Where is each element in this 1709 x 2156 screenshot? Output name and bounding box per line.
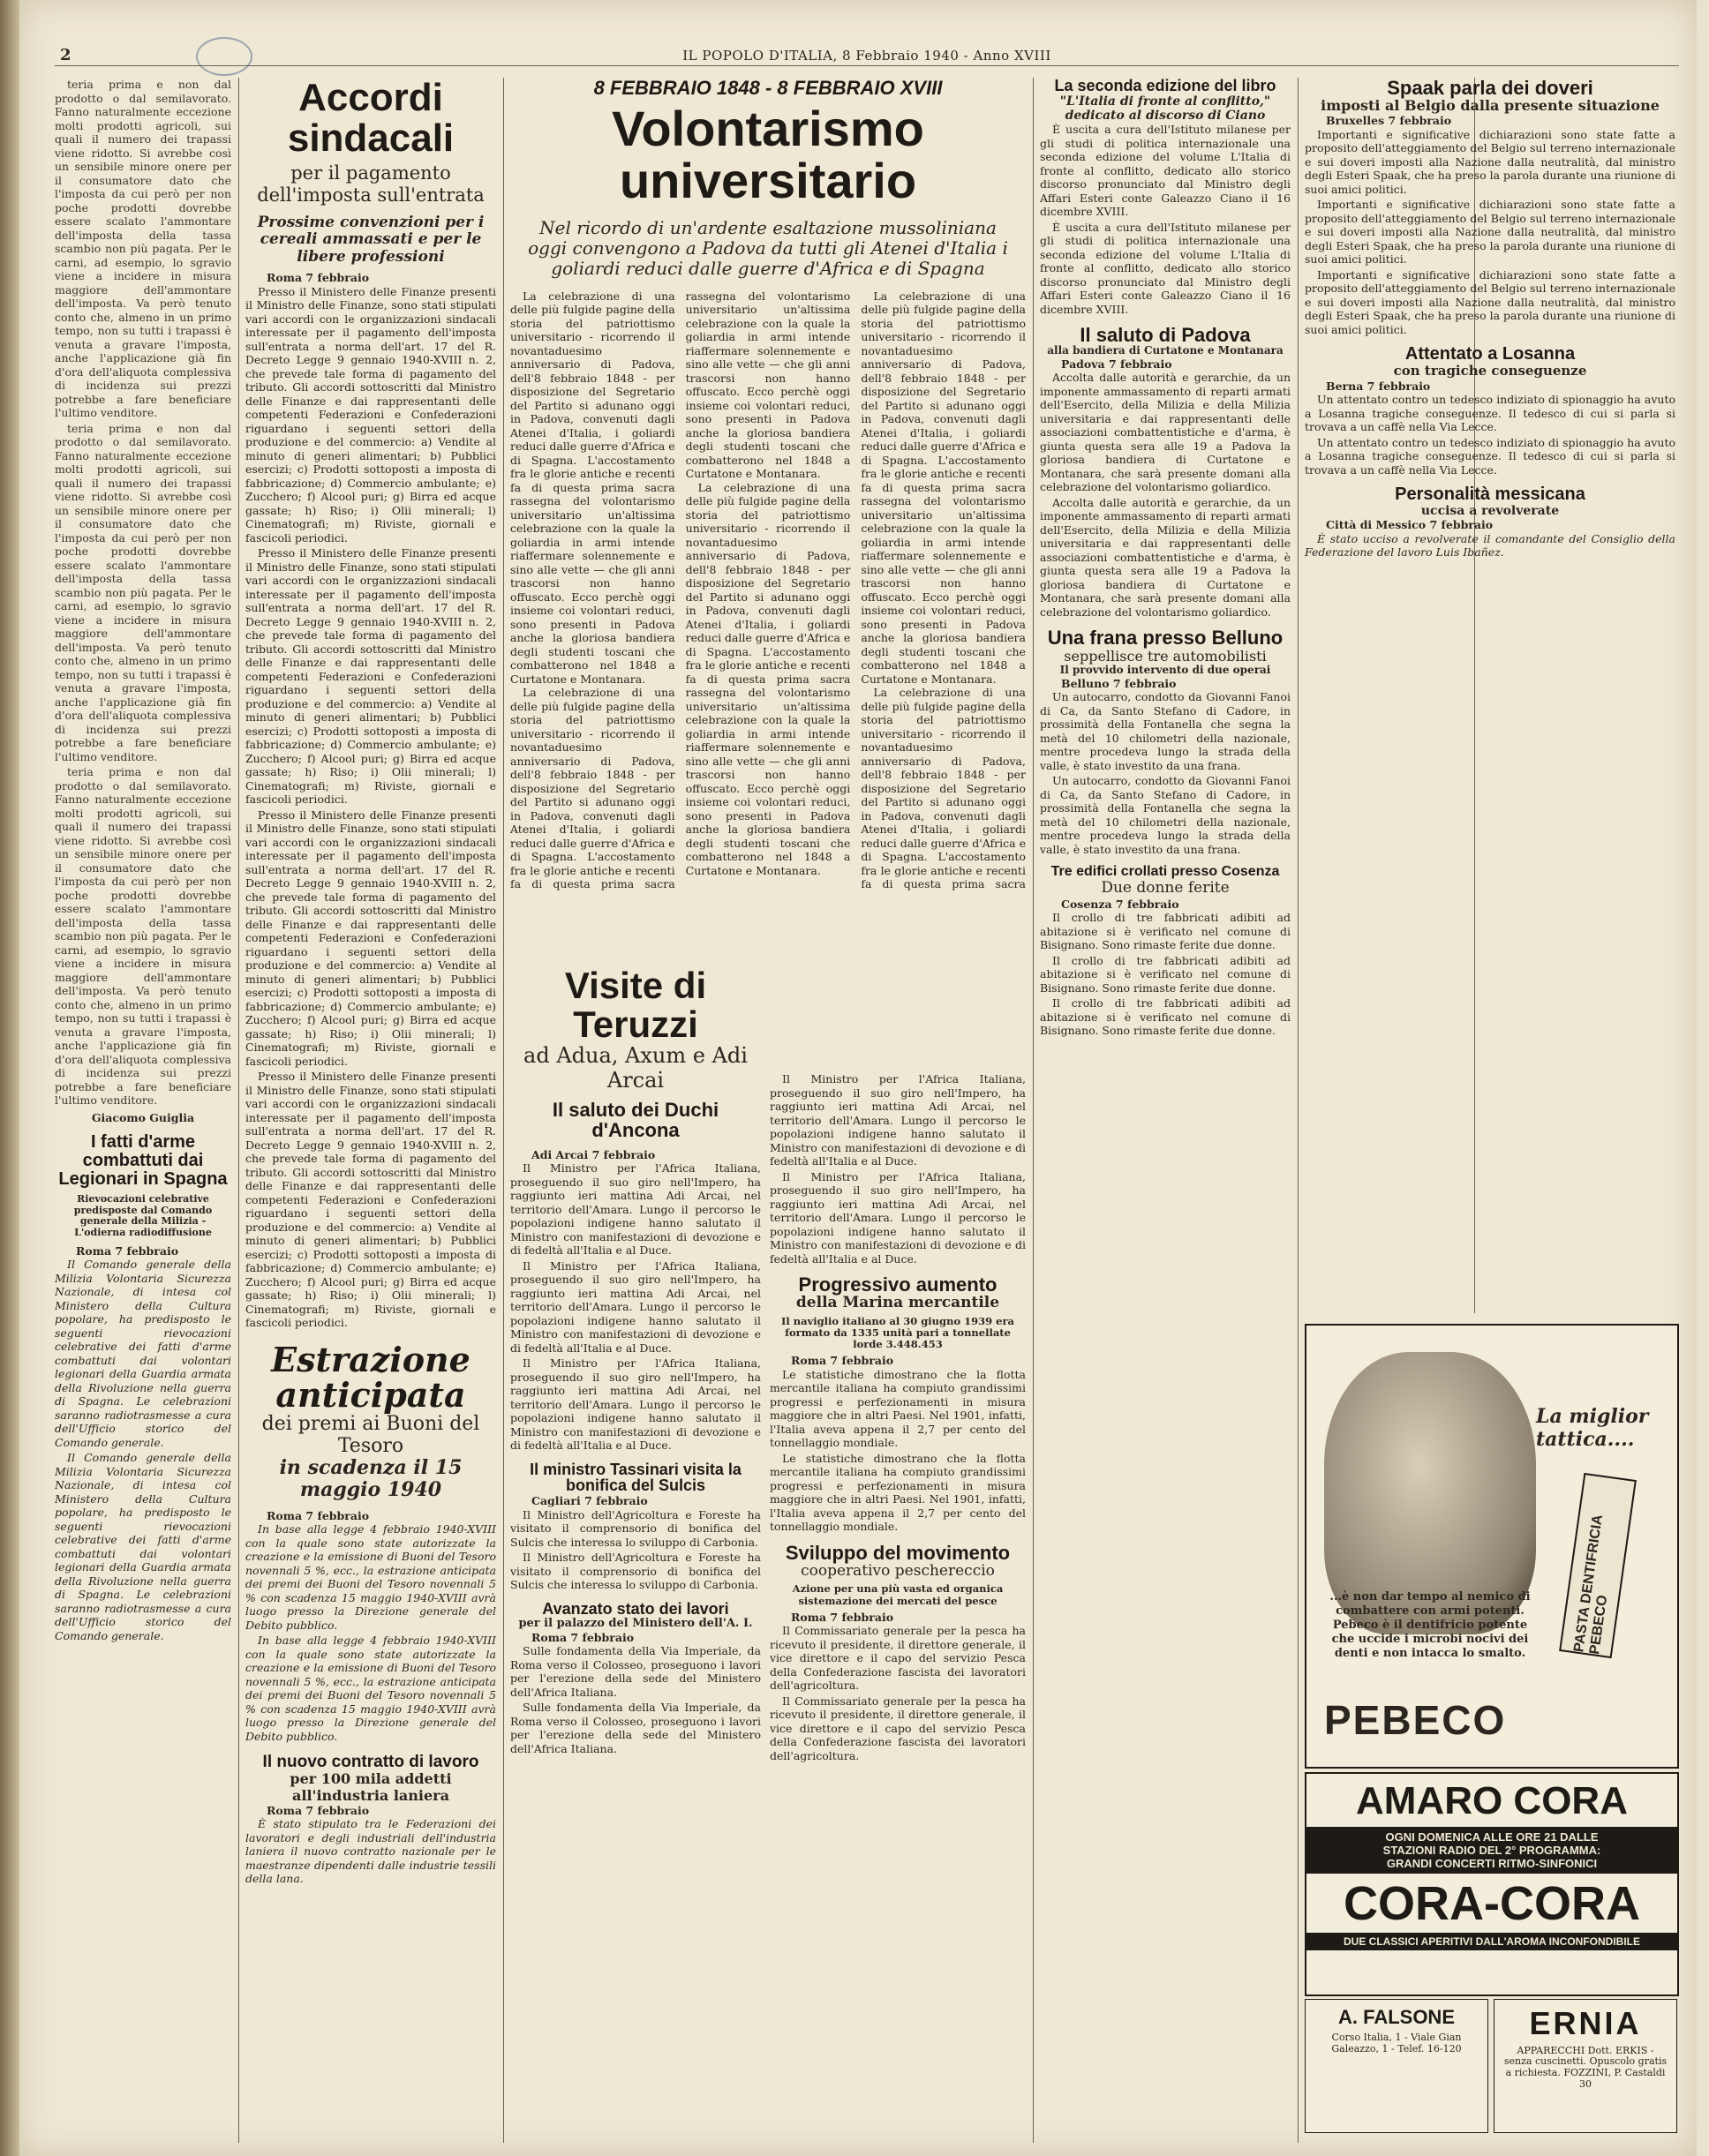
article-subhead: uccisa a revolverate <box>1420 504 1560 519</box>
article-text: Il Ministro dell'Agricoltura e Foreste ha visitato il comprensorio di bonifica del Sulcis che interessa lo sviluppo di Carbonia. <box>510 1551 761 1592</box>
article-subhead: alla bandiera di Curtatone e Montanara <box>1047 344 1284 357</box>
article-text: In base alla legge 4 febbraio 1940-XVIII con la quale sono state autorizzate la creazione e la emissione di Buoni del Tesoro novennali 5 %, ecc., la estrazione anticipata dei premi dei Buoni del Tesoro novennali 5 % con scadenza 15 maggio 1940-XVIII avrà luogo presso la Direzione generale del Debito pubblico. <box>245 1522 496 1632</box>
author-signature: Giacomo Guiglia <box>91 1110 195 1124</box>
article-text: Il Comando generale della Milizia Volontaria Sicurezza Nazionale, di intesa col Ministero della Cultura popolare, ha predisposto le seguenti rievocazioni celebrative dei fatti d'arme combattuti dai volontari legionari della Guardia armata della Rivoluzione nella guerra di Spagna. Le celebrazioni saranno radiotrasmesse a cura dell'Ufficio storico del Comando generale. <box>55 1258 231 1449</box>
column-rule <box>238 78 239 2143</box>
article-subhead: per 100 mila addetti all'industria laniera <box>290 1770 452 1804</box>
dateline: Cagliari 7 febbraio <box>531 1494 648 1508</box>
article-text: teria prima e non dal prodotto o dal semilavorato. Fanno naturalmente eccezione molti prodotti agricoli, sui quali il numero dei trapassi viene ridotto. Si avrebbe così un sensibile minore onere per il consumatore dato che l'imposta da cui però per non poche prodotti dovrebbe essere scalato l'ammontare dell'imposta della tassa scambio non più pagata. Per le carni, ad esempio, lo sgravio viene a incidere in misura maggiore dell'ammontare dell'imposta. Va però tenuto conto che, almeno in un primo tempo, non su tutti i trapassi è venuta a gravare l'imposta, anche l'applicazione già fin d'ora dell'aliquota complessiva di incidenza sui prezzi potrebbe a fare beneficiare l'ultimo venditore. <box>55 78 231 419</box>
article-text: Presso il Ministero delle Finanze presenti il Ministro delle Finanze, sono stati stipulati vari accordi con le organizzazioni sindacali interessate per il pagamento dell'imposta sull'entrata a norma dell'art. 17 del R. Decreto Legge 9 gennaio 1940-XVIII n. 2, che prevede tale forma di pagamento del tributo. Gli accordi sottoscritti dal Ministro delle Finanze e dai rappresentanti delle competenti Federazioni e Confederazioni riguardano i seguenti settori della produzione e del commercio: a) Vendite al minuto di generi alimentari; b) Pubblici esercizi; c) Prodotti sottoposti a imposta di fabbricazione; d) Commercio ambulante; e) Zucchero; f) Alcool puri; g) Birra ed acque gassate; h) Riso; i) Olii minerali; l) Cinematografi; m) Riviste, giornali e fascicoli periodici. <box>245 808 496 1068</box>
article-headline: Personalità messicana <box>1395 485 1585 505</box>
article-headline: Il saluto di Padova <box>1080 324 1251 347</box>
article-text: È stato ucciso a revolverate il comandante del Consiglio della Federazione del lavoro Luis Ibañez. <box>1305 531 1675 560</box>
article-kicker: 8 FEBBRAIO 1848 - 8 FEBBRAIO XVIII <box>593 78 943 99</box>
article-text: Sulle fondamenta della Via Imperiale, da Roma verso il Colosseo, proseguono i lavori per l'erezione della sede del Ministero dell'Africa Italiana. <box>510 1644 761 1699</box>
dateline: Roma 7 febbraio <box>76 1243 179 1258</box>
article-headline: Accordi sindacali <box>287 78 455 161</box>
article-headline: Spaak parla dei doveri <box>1387 78 1593 99</box>
article-text: Accolta dalle autorità e gerarchie, da un imponente ammassamento di reparti armati dell'Esercito, della Milizia e della Milizia universitaria e dai rappresentanti delle associazioni combattentistiche e d'arma, è giunta questa sera alle 19 a Padova la gloriosa bandiera di Curtatone e Montanara, che sarà presente domani alla celebrazione del volontarismo goliardico. <box>1040 495 1291 619</box>
article-text: Presso il Ministero delle Finanze presenti il Ministro delle Finanze, sono stati stipulati vari accordi con le organizzazioni sindacali interessate per il pagamento dell'imposta sull'entrata a norma dell'art. 17 del R. Decreto Legge 9 gennaio 1940-XVIII n. 2, che prevede tale forma di pagamento del tributo. Gli accordi sottoscritti dal Ministro delle Finanze e dai rappresentanti delle competenti Federazioni e Confederazioni riguardano i seguenti settori della produzione e del commercio: a) Vendite al minuto di generi alimentari; b) Pubblici esercizi; c) Prodotti sottoposti a imposta di fabbricazione; d) Commercio ambulante; e) Zucchero; f) Alcool puri; g) Birra ed acque gassate; h) Riso; i) Olii minerali; l) Cinematografi; m) Riviste, giornali e fascicoli periodici. <box>245 546 496 807</box>
article-subhead: per il palazzo del Ministero dell'A. I. <box>518 1616 753 1630</box>
article-text: Sulle fondamenta della Via Imperiale, da Roma verso il Colosseo, proseguono i lavori per l'erezione della sede del Ministero dell'Africa Italiana. <box>510 1701 761 1755</box>
library-stamp <box>196 37 252 76</box>
falsone-name: A. FALSONE <box>1337 2006 1455 2028</box>
article-text: È uscita a cura dell'Istituto milanese per gli studi di politica internazionale una seconda edizione del volume L'Italia di fronte al conflitto, dedicato allo storico discorso pronunciato dal Ministro degli Affari Esteri conte Galeazzo Ciano il 16 dicembre XVIII. <box>1040 123 1291 219</box>
dateline: Berna 7 febbraio <box>1326 379 1431 393</box>
column-rule <box>1298 78 1299 2143</box>
pebeco-copy: ...è non dar tempo al nemico di combattere con armi potenti. Pebeco è il dentifricio potente che uccide i microbi nocivi dei denti e non intacca lo smalto. <box>1329 1590 1531 1660</box>
lead-article-body <box>510 289 1026 898</box>
article-text: Un autocarro, condotto da Giovanni Fanoi di Ca, da Santo Stefano di Cadore, in prossimità della Fontanella che segna la metà del 10 chilometri della nazionale, mentre procedeva lungo la strada della valle, è stato investito da una frana. <box>1040 690 1291 772</box>
article-subhead: Rievocazioni celebrative predisposte dal Comando generale della Milizia - L'odierna radiodiffusione <box>73 1193 213 1238</box>
dateline: Roma 7 febbraio <box>267 1803 370 1817</box>
dateline: Città di Messico 7 febbraio <box>1326 518 1494 532</box>
dateline: Belluno 7 febbraio <box>1061 676 1177 690</box>
article-text: Importanti e significative dichiarazioni sono state fatte a proposito dell'atteggiamento del Belgio sul terreno internazionale e sui doveri imposti alla Nazione dalla neutralità, dal ministro degli Esteri Spaak, che ha preso la parola durante una riunione di suoi amici politici. <box>1305 267 1675 336</box>
article-headline: Il nuovo contratto di lavoro <box>262 1753 479 1772</box>
article-text: È uscita a cura dell'Istituto milanese per gli studi di politica internazionale una seconda edizione del volume L'Italia di fronte al conflitto, dedicato allo storico discorso pronunciato dal Ministro degli Affari Esteri conte Galeazzo Ciano il 16 dicembre XVIII. <box>1040 220 1291 316</box>
dateline: Roma 7 febbraio <box>791 1354 894 1368</box>
article-deck: in scadenza il 15 maggio 1940 <box>279 1456 463 1502</box>
column-4-lower <box>770 966 1026 2140</box>
article-headline: Estrazione anticipata <box>271 1339 471 1415</box>
article-deck: Prossime convenzioni per i cereali ammassati e per le libere professioni <box>257 213 485 266</box>
article-headline: Il ministro Tassinari visita la bonifica del Sulcis <box>530 1460 742 1495</box>
article-text: Accolta dalle autorità e gerarchie, da un imponente ammassamento di reparti armati dell'Esercito, della Milizia e della Milizia universitaria e dai rappresentanti delle associazioni combattentistiche e d'arma, è giunta questa sera alle 19 a Padova la gloriosa bandiera di Curtatone e Montanara, che sarà presente domani alla celebrazione del volontarismo goliardico. <box>1040 371 1291 494</box>
article-text: Il Ministro per l'Africa Italiana, proseguendo il suo giro nell'Impero, ha raggiunto ieri mattina Adi Arcai, nel territorio dell'Amara. Lungo il percorso le popolazioni indigene hanno salutato il Ministro con manifestazioni di devozione e di fedeltà all'Italia e al Duce. <box>770 1072 1026 1168</box>
column-rule <box>503 78 504 2143</box>
toothpaste-tube-label: PASTA DENTIFRICIA PEBECO <box>1571 1514 1611 1656</box>
article-text: Il crollo di tre fabbricati adibiti ad abitazione si è verificato nel comune di Bisignano. Sono rimaste ferite due donne. <box>1040 996 1291 1038</box>
article-headline: Avanzato stato dei lavori <box>542 1599 729 1618</box>
article-text: Un autocarro, condotto da Giovanni Fanoi di Ca, da Santo Stefano di Cadore, in prossimità della Fontanella che segna la metà del 10 chilometri della nazionale, mentre procedeva lungo la strada della valle, è stato investito da una frana. <box>1040 774 1291 856</box>
article-text: La celebrazione di una delle più fulgide pagine della storia del patriottismo universitario - ricorrendo il novantaduesimo anniversario di Padova, dell'8 febbraio 1848 - per disposizione del Segretario del Partito si adunano oggi in Padova, convenuti dagli Atenei d'Italia, i goliardi reduci dalle guerre d'Africa e di Spagna. L'accostamento fra le glorie antiche e recenti fa di questa prima sacra rassegna del volontarismo universitario un'altissima celebrazione con la quale la goliardia in armi intende riaffermare solennemente e sino alle vette — che gli anni trascorsi non hanno offuscato. Ecco perchè oggi insieme coi volontari reduci, sono presenti in Padova anche la gloriosa bandiera degli studenti toscani che combatterono nel 1848 a Curtatone e Montanara. <box>861 289 1026 686</box>
article-text: La celebrazione di una delle più fulgide pagine della storia del patriottismo universitario - ricorrendo il novantaduesimo anniversario di Padova, dell'8 febbraio 1848 - per disposizione del Segretario del Partito si adunano oggi in Padova, convenuti dagli Atenei d'Italia, i goliardi reduci dalle guerre d'Africa e di Spagna. L'accostamento fra le glorie antiche e recenti fa di questa prima sacra <box>861 686 1026 891</box>
article-subhead: seppellisce tre automobilisti <box>1064 647 1267 665</box>
falsone-advertisement <box>1305 1999 1488 2133</box>
falsone-address: Corso Italia, 1 - Viale Gian Galeazzo, 1 - Telef. 16-120 <box>1331 2032 1462 2055</box>
article-deck: Il provvido intervento di due operai <box>1059 663 1271 676</box>
article-text: Le statistiche dimostrano che la flotta mercantile italiana ha compiuto grandissimi progressi e perfezionamenti in misura maggiore che in altri Paesi. Nel 1901, infatti, l'Italia aveva appena il 2,7 per cento del tonnellaggio mondiale. <box>770 1451 1026 1534</box>
article-text: Il Ministro per l'Africa Italiana, proseguendo il suo giro nell'Impero, ha raggiunto ieri mattina Adi Arcai, nel territorio dell'Amara. Lungo il percorso le popolazioni indigene hanno salutato il Ministro con manifestazioni di devozione e di fedeltà all'Italia e al Duce. <box>510 1356 761 1453</box>
article-subhead: cooperativo peschereccio <box>801 1561 995 1580</box>
article-headline: Progressivo aumento <box>798 1273 998 1296</box>
article-headline: I fatti d'arme combattuti dai Legionari in Spagna <box>58 1132 228 1189</box>
article-text: Un attentato contro un tedesco indiziato di spionaggio ha avuto a Losanna tragiche conseguenze. Il tedesco di cui si parla si trovava a un caffè nella Via Lecce. <box>1305 435 1675 477</box>
article-subhead: "L'Italia di fronte al conflitto," dedicato al discorso di Ciano <box>1059 94 1271 123</box>
article-headline: La seconda edizione del libro <box>1054 78 1276 94</box>
ernia-brand: ERNIA <box>1529 2005 1642 2041</box>
article-note: Il naviglio italiano al 30 giugno 1939 era formato da 1335 unità pari a tonnellate lorde 3.448.453 <box>781 1314 1014 1351</box>
article-text: Il crollo di tre fabbricati adibiti ad abitazione si è verificato nel comune di Bisignano. Sono rimaste ferite due donne. <box>1040 911 1291 952</box>
article-headline: Visite di Teruzzi <box>564 966 707 1046</box>
article-subhead: imposti al Belgio dalla presente situazione <box>1321 97 1660 115</box>
article-headline: Sviluppo del movimento <box>785 1541 1011 1564</box>
column-rule <box>1033 78 1034 2143</box>
dateline: Roma 7 febbraio <box>531 1630 635 1644</box>
article-text: Il crollo di tre fabbricati adibiti ad abitazione si è verificato nel comune di Bisignano. Sono rimaste ferite due donne. <box>1040 953 1291 995</box>
article-text: Il Ministro per l'Africa Italiana, proseguendo il suo giro nell'Impero, ha raggiunto ieri mattina Adi Arcai, nel territorio dell'Amara. Lungo il percorso le popolazioni indigene hanno salutato il Ministro con manifestazioni di devozione e di fedeltà all'Italia e al Duce. <box>510 1258 761 1355</box>
newspaper-title-line: IL POPOLO D'ITALIA, 8 Febbraio 1940 - Anno XVIII <box>682 48 1051 64</box>
radio-program-line: OGNI DOMENICA ALLE ORE 21 DALLE <box>1385 1830 1599 1844</box>
article-subhead: Due donne ferite <box>1101 879 1230 898</box>
article-text: Importanti e significative dichiarazioni sono state fatte a proposito dell'atteggiamento del Belgio sul terreno internazionale e sui doveri imposti alla Nazione dalla neutralità, dal ministro degli Esteri Spaak, che ha preso la parola durante una riunione di suoi amici politici. <box>1305 198 1675 267</box>
radio-program-line: STAZIONI RADIO DEL 2° PROGRAMMA: <box>1382 1844 1601 1858</box>
cora-cora-brand: CORA-CORA <box>1344 1877 1640 1931</box>
dateline: Cosenza 7 febbraio <box>1061 897 1179 911</box>
page-number: 2 <box>60 46 72 64</box>
article-subhead: per il pagamento dell'imposta sull'entrata <box>257 162 485 206</box>
article-subhead: ad Adua, Axum e Adi Arcai <box>523 1043 748 1093</box>
article-text: teria prima e non dal prodotto o dal semilavorato. Fanno naturalmente eccezione molti prodotti agricoli, sui quali il numero dei trapassi viene ridotto. Si avrebbe così un sensibile minore onere per il consumatore dato che l'imposta da cui però per non poche prodotti dovrebbe essere scalato l'ammontare dell'imposta della tassa scambio non più pagata. Per le carni, ad esempio, lo sgravio viene a incidere in misura maggiore dell'ammontare dell'imposta. Va però tenuto conto che, almeno in un primo tempo, non su tutti i trapassi è venuta a gravare l'imposta, anche l'applicazione già fin d'ora dell'aliquota complessiva di incidenza sui prezzi potrebbe a fare beneficiare l'ultimo venditore. <box>55 421 231 763</box>
page-masthead <box>55 46 1679 66</box>
dateline: Roma 7 febbraio <box>791 1610 894 1624</box>
pebeco-tagline: La miglior tattica.... <box>1536 1405 1649 1451</box>
article-note: Azione per una più vasta ed organica sistemazione dei mercati del pesce <box>792 1582 1004 1607</box>
column-6 <box>1305 78 1675 1313</box>
column-2 <box>245 78 496 2143</box>
radio-program-line: GRANDI CONCERTI RITMO-SINFONICI <box>1386 1857 1598 1871</box>
pebeco-brand: PEBECO <box>1324 1697 1507 1743</box>
article-text: In base alla legge 4 febbraio 1940-XVIII con la quale sono state autorizzate la creazione e la emissione di Buoni del Tesoro novennali 5 %, ecc., la estrazione anticipata dei premi dei Buoni del Tesoro novennali 5 % con scadenza 15 maggio 1940-XVIII avrà luogo presso la Direzione generale del Debito pubblico. <box>245 1634 496 1743</box>
amaro-cora-brand: AMARO CORA <box>1356 1779 1628 1822</box>
article-subhead: della Marina mercantile <box>795 1294 1000 1312</box>
article-text: La celebrazione di una delle più fulgide pagine della storia del patriottismo universitario - ricorrendo il novantaduesimo anniversario di Padova, dell'8 febbraio 1848 - per disposizione del Segretario del Partito si adunano oggi in Padova, convenuti dagli Atenei d'Italia, i goliardi reduci dalle guerre d'Africa e di Spagna. L'accostamento fra le glorie antiche e recenti fa di questa prima sacra rassegna del volontarismo universitario un'altissima celebrazione con la quale la goliardia in armi intende riaffermare solennemente e sino alle vette — che gli anni trascorsi non hanno offuscato. Ecco perchè oggi insieme coi volontari reduci, sono presenti in Padova anche la gloriosa bandiera degli studenti toscani che combatterono nel 1848 a Curtatone e Montanara. <box>510 289 851 891</box>
article-text: Il Comando generale della Milizia Volontaria Sicurezza Nazionale, di intesa col Ministero della Cultura popolare, ha predisposto le seguenti rievocazioni celebrative dei fatti d'arme combattuti dai volontari legionari della Guardia armata della Rivoluzione nella guerra di Spagna. Le celebrazioni saranno radiotrasmesse a cura dell'Ufficio storico del Comando generale. <box>55 1451 231 1642</box>
dateline: Adi Arcai 7 febbraio <box>531 1147 656 1161</box>
article-headline: Il saluto dei Duchi d'Ancona <box>552 1099 719 1142</box>
ernia-text: APPARECCHI Dott. ERKIS - senza cuscinetti. Opuscolo gratis a richiesta. FOZZINI, P. Castaldi 30 <box>1503 2044 1668 2090</box>
article-headline: Una frana presso Belluno <box>1047 627 1284 650</box>
pebeco-advertisement <box>1305 1324 1679 1769</box>
newspaper-page <box>19 0 1697 2156</box>
article-subhead: con tragiche conseguenze <box>1393 363 1587 379</box>
lead-article <box>510 78 1026 960</box>
column-1 <box>55 78 231 2143</box>
article-text: Le statistiche dimostrano che la flotta mercantile italiana ha compiuto grandissimi progressi e perfezionamenti in misura maggiore che in altri Paesi. Nel 1901, infatti, l'Italia aveva appena il 2,7 per cento del tonnellaggio mondiale. <box>770 1367 1026 1450</box>
binding-spine <box>0 0 19 2156</box>
article-subhead: dei premi ai Buoni del Tesoro <box>261 1412 480 1457</box>
article-text: È stato stipulato tra le Federazioni dei lavoratori e degli industriali dell'industria laniera il nuovo contratto nazionale per le maestranze dipendenti dalle industrie tessili della lana. <box>245 1817 496 1886</box>
article-text: teria prima e non dal prodotto o dal semilavorato. Fanno naturalmente eccezione molti prodotti agricoli, sui quali il numero dei trapassi viene ridotto. Si avrebbe così un sensibile minore onere per il consumatore dato che l'imposta da cui però per non poche prodotti dovrebbe essere scalato l'ammontare dell'imposta della tassa scambio non più pagata. Per le carni, ad esempio, lo sgravio viene a incidere in misura maggiore dell'ammontare dell'imposta. Va però tenuto conto che, almeno in un primo tempo, non su tutti i trapassi è venuta a gravare l'imposta, anche l'applicazione già fin d'ora dell'aliquota complessiva di incidenza sui prezzi potrebbe a fare beneficiare l'ultimo venditore. <box>55 765 231 1107</box>
article-text: Presso il Ministero delle Finanze presenti il Ministro delle Finanze, sono stati stipulati vari accordi con le organizzazioni sindacali interessate per il pagamento dell'imposta sull'entrata a norma dell'art. 17 del R. Decreto Legge 9 gennaio 1940-XVIII n. 2, che prevede tale forma di pagamento del tributo. Gli accordi sottoscritti dal Ministro delle Finanze e dai rappresentanti delle competenti Federazioni e Confederazioni riguardano i seguenti settori della produzione e del commercio: a) Vendite al minuto di generi alimentari; b) Pubblici esercizi; c) Prodotti sottoposti a imposta di fabbricazione; d) Commercio ambulante; e) Zucchero; f) Alcool puri; g) Birra ed acque gassate; h) Riso; i) Olii minerali; l) Cinematografi; m) Riviste, giornali e fascicoli periodici. <box>245 284 496 545</box>
ernia-advertisement <box>1494 1999 1677 2133</box>
dateline: Roma 7 febbraio <box>267 1508 370 1522</box>
article-text: Il Commissariato generale per la pesca ha ricevuto il presidente, il direttore generale, il vice direttore e il capo del servizio Pesca della Confederazione fascista dei lavoratori dell'agricoltura. <box>770 1694 1026 1762</box>
dateline: Roma 7 febbraio <box>267 271 370 285</box>
toothpaste-tube-illustration <box>1559 1473 1637 1658</box>
dateline: Bruxelles 7 febbraio <box>1326 114 1452 128</box>
article-text: La celebrazione di una delle più fulgide pagine della storia del patriottismo universitario - ricorrendo il novantaduesimo anniversario di Padova, dell'8 febbraio 1848 - per disposizione del Segretario del Partito si adunano oggi in Padova, convenuti dagli Atenei d'Italia, i goliardi reduci dalle guerre d'Africa e di Spagna. L'accostamento fra le glorie antiche e recenti fa di questa prima sacra rassegna del volontarismo universitario un'altissima celebrazione con la quale la goliardia in armi intende riaffermare solennemente e sino alle vette — che gli anni trascorsi non hanno offuscato. Ecco perchè oggi insieme coi volontari reduci, sono presenti in Padova anche la gloriosa bandiera degli studenti toscani che combatterono nel 1848 a Curtatone e Montanara. <box>510 289 675 686</box>
article-text: Il Ministro per l'Africa Italiana, proseguendo il suo giro nell'Impero, ha raggiunto ieri mattina Adi Arcai, nel territorio dell'Amara. Lungo il percorso le popolazioni indigene hanno salutato il Ministro con manifestazioni di devozione e di fedeltà all'Italia e al Duce. <box>770 1169 1026 1266</box>
article-deck: Nel ricordo di un'ardente esaltazione mussoliniana oggi convengono a Padova da tutti gli Atenei d'Italia i goliardi reduci dalle guerre d'Africa e di Spagna <box>528 216 1008 279</box>
article-headline: Volontarismo universitario <box>612 101 924 208</box>
article-text: Il Ministro per l'Africa Italiana, proseguendo il suo giro nell'Impero, ha raggiunto ieri mattina Adi Arcai, nel territorio dell'Amara. Lungo il percorso le popolazioni indigene hanno salutato il Ministro con manifestazioni di devozione e di fedeltà all'Italia e al Duce. <box>510 1161 761 1258</box>
article-headline: Attentato a Losanna <box>1404 344 1576 364</box>
article-text: Importanti e significative dichiarazioni sono state fatte a proposito dell'atteggiamento del Belgio sul terreno internazionale e sui doveri imposti alla Nazione dalla neutralità, dal ministro degli Esteri Spaak, che ha preso la parola durante una riunione di suoi amici politici. <box>1305 127 1675 196</box>
article-text: Il Commissariato generale per la pesca ha ricevuto il presidente, il direttore generale, il vice direttore e il capo del servizio Pesca della Confederazione fascista dei lavoratori dell'agricoltura. <box>770 1624 1026 1693</box>
article-text: La celebrazione di una delle più fulgide pagine della storia del patriottismo universitario - ricorrendo il novantaduesimo anniversario di Padova, dell'8 febbraio 1848 - per disposizione del Segretario del Partito si adunano oggi in Padova, convenuti dagli Atenei d'Italia, i goliardi reduci dalle guerre d'Africa e di Spagna. L'accostamento fra le glorie antiche e recenti fa di questa prima sacra rassegna del volontarismo universitario un'altissima celebrazione con la quale la goliardia in armi intende riaffermare solennemente e sino alle vette — che gli anni trascorsi non hanno offuscato. Ecco perchè oggi insieme coi volontari reduci, sono presenti in Padova anche la gloriosa bandiera degli studenti toscani che combatterono nel 1848 a Curtatone e Montanara. <box>685 480 851 877</box>
article-text: Presso il Ministero delle Finanze presenti il Ministro delle Finanze, sono stati stipulati vari accordi con le organizzazioni sindacali interessate per il pagamento dell'imposta sull'entrata a norma dell'art. 17 del R. Decreto Legge 9 gennaio 1940-XVIII n. 2, che prevede tale forma di pagamento del tributo. Gli accordi sottoscritti dal Ministro delle Finanze e dai rappresentanti delle competenti Federazioni e Confederazioni riguardano i seguenti settori della produzione e del commercio: a) Vendite al minuto di generi alimentari; b) Pubblici esercizi; c) Prodotti sottoposti a imposta di fabbricazione; d) Commercio ambulante; e) Zucchero; f) Alcool puri; g) Birra ed acque gassate; h) Riso; i) Olii minerali; l) Cinematografi; m) Riviste, giornali e fascicoli periodici. <box>245 1070 496 1330</box>
radio-program-banner <box>1306 1827 1677 1874</box>
cora-advertisement <box>1305 1772 1679 1996</box>
article-headline: Tre edifici crollati presso Cosenza <box>1050 864 1280 880</box>
cora-tagline: DUE CLASSICI APERITIVI DALL'AROMA INCONFONDIBILE <box>1306 1933 1677 1950</box>
dateline: Padova 7 febbraio <box>1061 357 1172 371</box>
article-text: Il Ministro dell'Agricoltura e Foreste ha visitato il comprensorio di bonifica del Sulcis che interessa lo sviluppo di Carbonia. <box>510 1507 761 1549</box>
column-5 <box>1040 78 1291 2143</box>
article-text: Un attentato contro un tedesco indiziato di spionaggio ha avuto a Losanna tragiche conseguenze. Il tedesco di cui si parla si trovava a un caffè nella Via Lecce. <box>1305 393 1675 434</box>
column-3-lower <box>510 966 761 2140</box>
